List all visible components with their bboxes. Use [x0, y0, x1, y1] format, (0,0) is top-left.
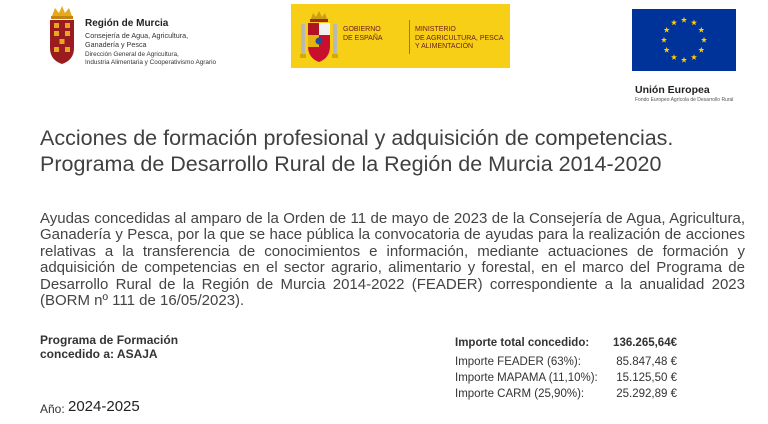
murcia-department: [85, 31, 188, 49]
gobierno-line: DE ESPAÑA: [343, 34, 383, 42]
amount-value: 25.292,89 €: [616, 388, 677, 400]
murcia-directorate-line: Industria Alimentaria y Cooperativismo Agrario: [85, 59, 217, 66]
programme-line: Programa de Formación: [40, 333, 179, 347]
murcia-department-line: Ganadería y Pesca: [85, 40, 147, 49]
year-label: Año:: [40, 402, 65, 416]
region-murcia-logo: [47, 4, 247, 68]
amount-value: 85.847,48 €: [616, 356, 677, 368]
amount-label: Importe CARM (25,90%):: [455, 388, 585, 400]
gobierno-line: GOBIERNO: [343, 26, 381, 33]
amount-row: [455, 354, 677, 370]
amount-total-label: Importe total concedido:: [455, 337, 590, 349]
eu-subtitle: Fondo Europeo Agrícola de Desarrollo Rural: [635, 97, 734, 103]
page-title-line: Programa de Desarrollo Rural de la Región de Murcia 2014-2020: [40, 152, 662, 176]
amount-value: 15.125,50 €: [616, 372, 677, 384]
gobierno-espana-text: [343, 26, 383, 43]
murcia-crest-icon: [47, 4, 77, 66]
amount-label: Importe FEADER (63%):: [455, 356, 581, 368]
amount-row: [455, 386, 677, 402]
eu-title: Unión Europea: [635, 84, 710, 96]
year-value: 2024-2025: [68, 398, 140, 415]
page-title: [40, 125, 740, 177]
amount-total-value: 136.265,64€: [613, 337, 677, 349]
ministerio-line: Y ALIMENTACIÓN: [415, 43, 474, 50]
body-paragraph: Ayudas concedidas al amparo de la Orden de 11 de mayo de 2023 de la Consejería de Agua, Agricultura, Ganadería y Pesca, por la que se hace pública la convocatoria de ayudas para la realización de acciones relativas a la transferencia de conocimientos e información, mediante actuaciones de formación y adquisición de competencias en el sector agrario, alimentario y forestal, en el marco del Programa de Desarrollo Rural de la Región de Murcia 2014-2022 (FEADER) correspondiente a la anualidad 2023 (BORM nº 111 de 16/05/2023).: [40, 210, 745, 310]
ministerio-line: MINISTERIO: [415, 26, 456, 33]
murcia-directorate-line: Dirección General de Agricultura,: [85, 51, 179, 58]
spain-coat-of-arms-icon: [300, 10, 338, 64]
amount-row: [455, 370, 677, 386]
ministerio-text: [415, 26, 504, 52]
gobierno-espana-logo: [291, 4, 510, 68]
eu-flag-icon: [632, 9, 736, 71]
amounts-table: [455, 334, 677, 402]
amount-total-row: [455, 334, 677, 352]
programme-info: [40, 334, 178, 361]
murcia-directorate: [85, 51, 216, 67]
murcia-name: Región de Murcia: [85, 18, 169, 29]
murcia-department-line: Consejería de Agua, Agricultura,: [85, 31, 189, 40]
ministerio-line: DE AGRICULTURA, PESCA: [415, 34, 504, 42]
programme-beneficiary: concedido a: ASAJA: [40, 346, 158, 361]
amount-label: Importe MAPAMA (11,10%):: [455, 372, 598, 384]
page-title-line: Acciones de formación profesional y adquisición de competencias.: [40, 126, 674, 150]
gobierno-divider: [409, 20, 410, 54]
